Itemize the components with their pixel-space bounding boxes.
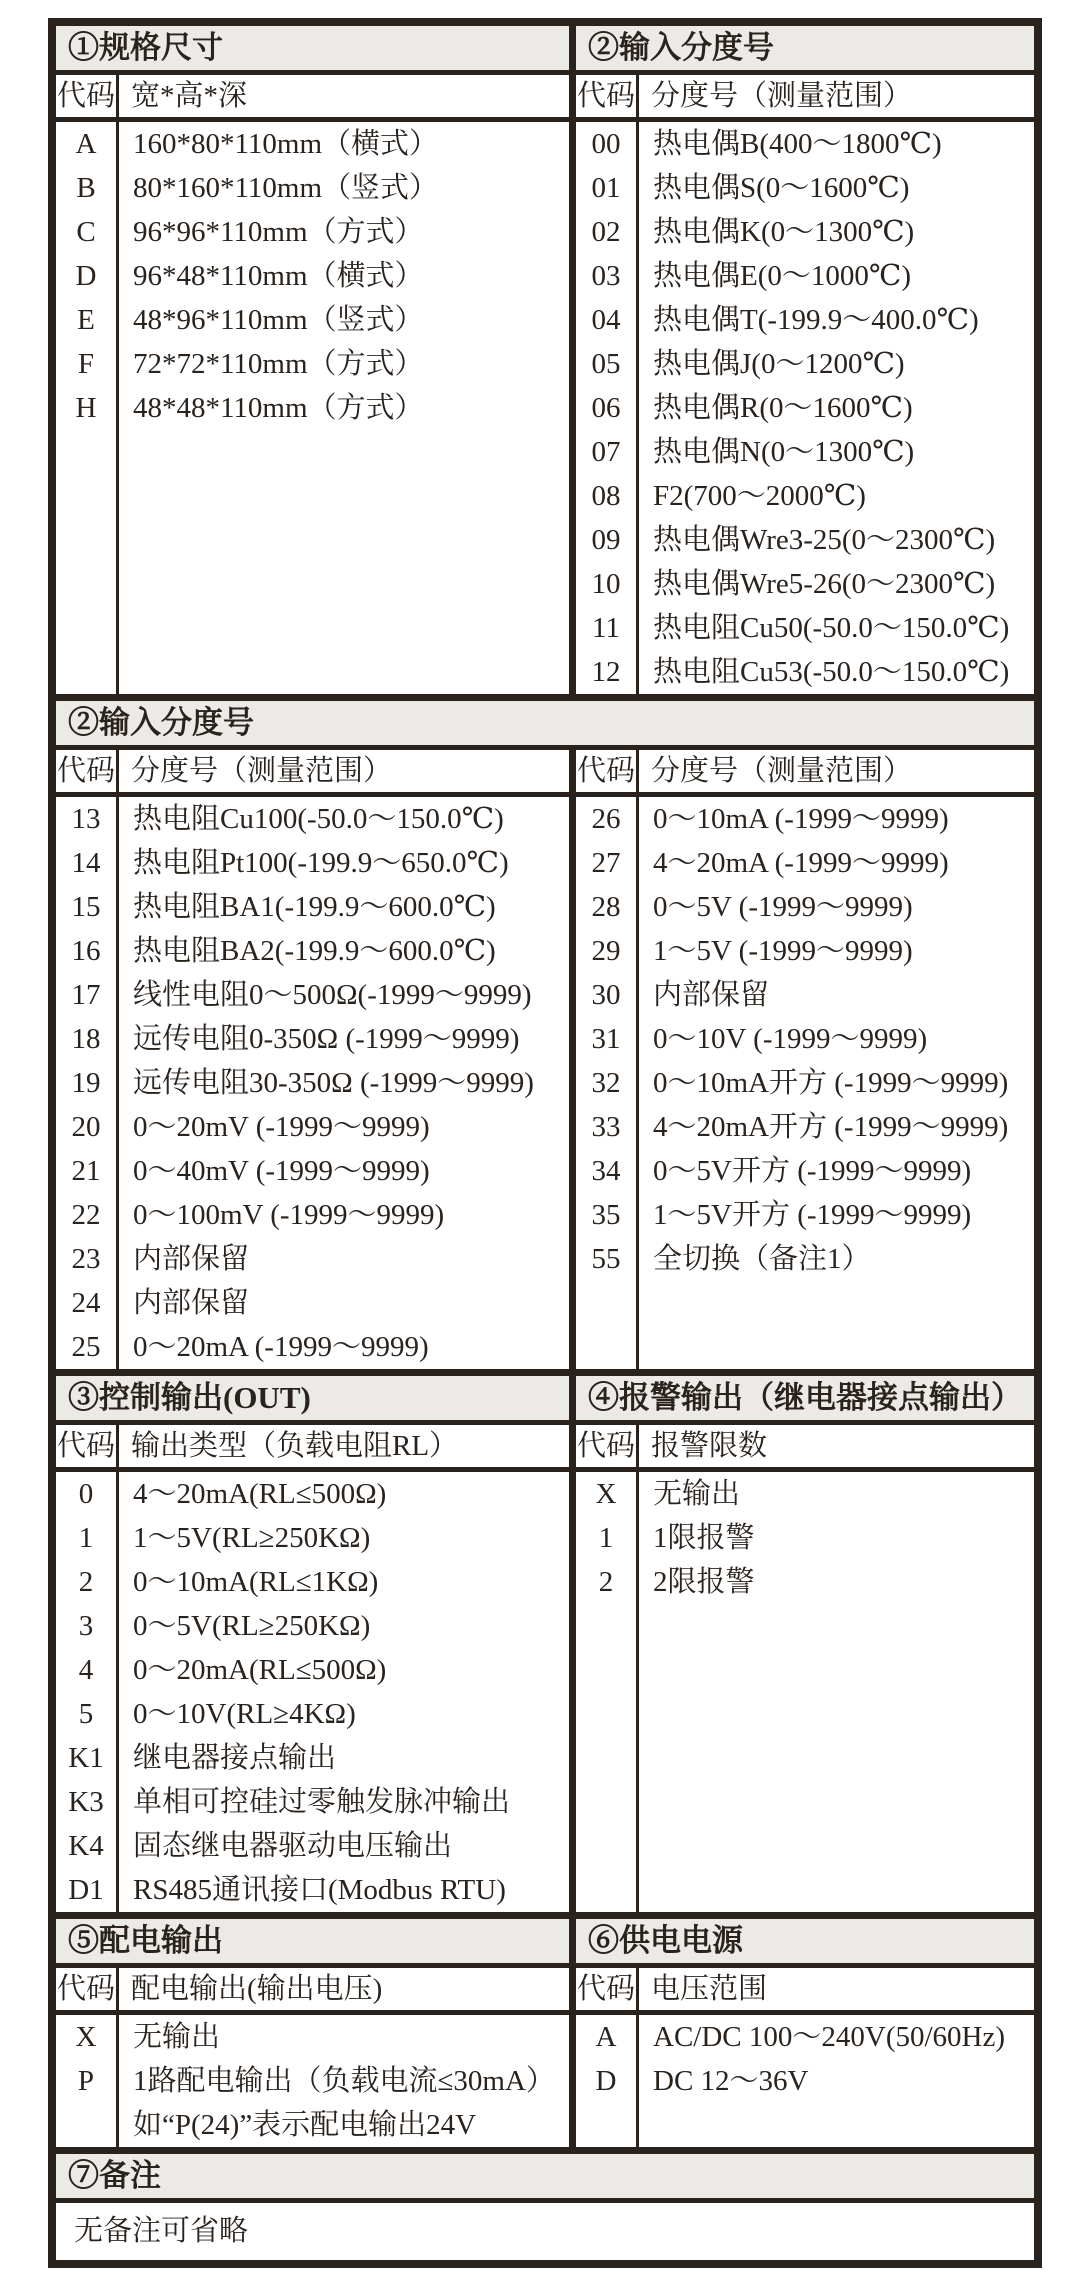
row-list-input-2-left: [56, 797, 569, 1369]
desc-cell: 远传电阻0-350Ω (-1999～9999): [133, 1023, 520, 1055]
table-row: [576, 2059, 1034, 2103]
desc-cell: 单相可控硅过零触发脉冲输出: [133, 1786, 511, 1818]
desc-column-header: 分度号（测量范围）: [651, 755, 913, 787]
table-row: [576, 2015, 1034, 2059]
code-cell: 06: [576, 386, 639, 430]
code-cell: 14: [56, 841, 119, 885]
code-cell: 03: [576, 254, 639, 298]
desc-cell: 热电偶R(0～1600℃): [653, 392, 913, 424]
code-cell: 27: [576, 841, 639, 885]
section-size: [56, 26, 569, 694]
desc-cell: 1路配电输出（负载电流≤30mA）: [133, 2065, 555, 2097]
remark-note: 无备注可省略: [74, 2215, 249, 2247]
table-row: [56, 929, 569, 973]
code-cell: 15: [56, 885, 119, 929]
table-row: [56, 1604, 569, 1648]
code-cell: 08: [576, 474, 639, 518]
desc-cell: 无输出: [133, 2021, 221, 2053]
desc-cell: 0～5V(RL≥250KΩ): [133, 1610, 371, 1642]
desc-cell: 0～10mA (-1999～9999): [653, 803, 949, 835]
table-row: [56, 1736, 569, 1780]
desc-cell: 4～20mA (-1999～9999): [653, 847, 949, 879]
desc-cell: 0～10V(RL≥4KΩ): [133, 1698, 356, 1730]
table-row: [56, 166, 569, 210]
desc-cell: 热电偶J(0～1200℃): [653, 348, 905, 380]
row-list-supply: [576, 2015, 1034, 2147]
table-row: [56, 386, 569, 430]
section-title-supply: ⑥供电电源: [576, 1919, 1034, 1968]
vertical-divider: [569, 1919, 576, 2147]
code-cell: D: [56, 254, 119, 298]
table-row: [56, 1692, 569, 1736]
code-cell: 34: [576, 1149, 639, 1193]
code-cell: X: [576, 1472, 639, 1516]
desc-cell: 0～5V (-1999～9999): [653, 891, 913, 923]
table-row: [576, 1237, 1034, 1281]
row-list-input-1: [576, 122, 1034, 694]
code-cell: 02: [576, 210, 639, 254]
code-cell: X: [56, 2015, 119, 2059]
table-row: [576, 1105, 1034, 1149]
desc-cell: 0～10mA(RL≤1KΩ): [133, 1566, 379, 1598]
desc-cell: 热电阻Cu100(-50.0～150.0℃): [133, 803, 504, 835]
code-cell: P: [56, 2059, 119, 2103]
section-input-1: [576, 26, 1034, 694]
table-row: [56, 2015, 569, 2059]
desc-cell: 热电阻BA2(-199.9～600.0℃): [133, 935, 496, 967]
filler-row: [576, 1604, 1034, 1912]
code-cell: 1: [576, 1516, 639, 1560]
column-header: [576, 750, 1034, 797]
code-cell: 19: [56, 1061, 119, 1105]
code-cell: 30: [576, 973, 639, 1017]
table-row: [576, 342, 1034, 386]
desc-cell: AC/DC 100～240V(50/60Hz): [653, 2021, 1006, 2053]
desc-column-header: 分度号（测量范围）: [651, 80, 913, 112]
desc-column-header: 分度号（测量范围）: [131, 755, 393, 787]
code-cell: A: [56, 122, 119, 166]
table-row: [56, 1281, 569, 1325]
table-row: [576, 254, 1034, 298]
code-cell: 0: [56, 1472, 119, 1516]
code-cell: D1: [56, 1868, 119, 1912]
desc-cell: 2限报警: [653, 1566, 755, 1598]
table-row: [56, 254, 569, 298]
desc-cell: 48*48*110mm（方式）: [133, 392, 424, 424]
desc-cell: 96*96*110mm（方式）: [133, 216, 424, 248]
table-row: [56, 1560, 569, 1604]
column-header: [56, 1425, 569, 1472]
table-row: [56, 2059, 569, 2103]
table-row: [576, 797, 1034, 841]
table-row: [576, 841, 1034, 885]
code-cell: 2: [576, 1560, 639, 1604]
horizontal-divider: [56, 1369, 1034, 1376]
desc-column-header: 输出类型（负载电阻RL）: [131, 1430, 459, 1462]
table-row: [56, 1061, 569, 1105]
code-cell: A: [576, 2015, 639, 2059]
table-row: [56, 1149, 569, 1193]
input-2-left: [56, 750, 569, 1369]
code-cell: 32: [576, 1061, 639, 1105]
desc-cell: 72*72*110mm（方式）: [133, 348, 424, 380]
code-cell: 13: [56, 797, 119, 841]
table-row: [56, 1516, 569, 1560]
desc-cell: 内部保留: [133, 1287, 250, 1319]
code-cell: D: [576, 2059, 639, 2103]
code-cell: 5: [56, 1692, 119, 1736]
column-header: [576, 1968, 1034, 2015]
section-title-alarm: ④报警输出（继电器接点输出）: [576, 1376, 1034, 1425]
desc-cell: 1～5V (-1999～9999): [653, 935, 913, 967]
table-row: [56, 841, 569, 885]
desc-cell: [119, 430, 569, 694]
code-cell: 01: [576, 166, 639, 210]
desc-cell: DC 12～36V: [653, 2065, 809, 2097]
table-row: [56, 1780, 569, 1824]
desc-cell: 热电偶K(0～1300℃): [653, 216, 915, 248]
desc-cell: 0～10V (-1999～9999): [653, 1023, 928, 1055]
column-header: [56, 1968, 569, 2015]
code-cell: 17: [56, 973, 119, 1017]
code-cell: 1: [56, 1516, 119, 1560]
desc-cell: 热电阻BA1(-199.9～600.0℃): [133, 891, 496, 923]
code-cell: C: [56, 210, 119, 254]
section-title-remark: ⑦备注: [56, 2154, 1034, 2203]
code-cell: [56, 2103, 119, 2147]
desc-cell: 内部保留: [653, 979, 770, 1011]
desc-cell: 全切换（备注1）: [653, 1243, 871, 1275]
desc-cell: 0～5V开方 (-1999～9999): [653, 1155, 972, 1187]
code-cell: 2: [56, 1560, 119, 1604]
input-2-right: [576, 750, 1034, 1369]
code-cell: 35: [576, 1193, 639, 1237]
section-title-input-1: ②输入分度号: [576, 26, 1034, 75]
vertical-divider: [569, 750, 576, 1369]
code-cell: 3: [56, 1604, 119, 1648]
code-cell: 29: [576, 929, 639, 973]
desc-cell: 热电偶B(400～1800℃): [653, 128, 942, 160]
code-cell: B: [56, 166, 119, 210]
table-row: [576, 973, 1034, 1017]
vertical-divider: [569, 1376, 576, 1912]
desc-cell: 1～5V开方 (-1999～9999): [653, 1199, 972, 1231]
horizontal-divider: [56, 1912, 1034, 1919]
table-row: [576, 166, 1034, 210]
desc-column-header: 宽*高*深: [131, 80, 248, 112]
desc-cell: F2(700～2000℃): [653, 480, 866, 512]
code-cell: 28: [576, 885, 639, 929]
input-2-columns: [56, 750, 1034, 1369]
code-cell: 21: [56, 1149, 119, 1193]
desc-cell: 热电偶Wre3-25(0～2300℃): [653, 524, 996, 556]
table-row: [56, 1325, 569, 1369]
table-row: [576, 1149, 1034, 1193]
code-cell: 55: [576, 1237, 639, 1281]
filler-row: [56, 430, 569, 694]
table-row: [576, 386, 1034, 430]
table-row: [576, 1017, 1034, 1061]
desc-cell: 如“P(24)”表示配电输出24V: [133, 2109, 477, 2141]
code-cell: 22: [56, 1193, 119, 1237]
code-cell: 33: [576, 1105, 639, 1149]
column-header: [576, 1425, 1034, 1472]
band-size-input: [56, 26, 1034, 694]
code-cell: [576, 1281, 639, 1369]
table-row: [56, 1237, 569, 1281]
code-cell: E: [56, 298, 119, 342]
desc-cell: 48*96*110mm（竖式）: [133, 304, 424, 336]
band-input-2: [56, 701, 1034, 1369]
table-row: [576, 1516, 1034, 1560]
column-header: [576, 75, 1034, 122]
code-cell: H: [56, 386, 119, 430]
code-column-header: 代码: [56, 750, 119, 792]
desc-cell: 远传电阻30-350Ω (-1999～9999): [133, 1067, 534, 1099]
desc-column-header: 配电输出(输出电压): [131, 1973, 383, 2005]
table-row: [56, 1193, 569, 1237]
code-cell: 11: [576, 606, 639, 650]
section-title-power-dist: ⑤配电输出: [56, 1919, 569, 1968]
table-row: [576, 1560, 1034, 1604]
table-row: [576, 1472, 1034, 1516]
code-column-header: 代码: [56, 1968, 119, 2010]
table-row: [56, 342, 569, 386]
table-row: [576, 298, 1034, 342]
desc-cell: [639, 1281, 1034, 1369]
row-list-control: [56, 1472, 569, 1912]
desc-cell: 0～10mA开方 (-1999～9999): [653, 1067, 1009, 1099]
section-power-dist: [56, 1919, 569, 2147]
column-header: [56, 750, 569, 797]
code-cell: K1: [56, 1736, 119, 1780]
desc-cell: 160*80*110mm（横式）: [133, 128, 439, 160]
band-control-alarm: [56, 1376, 1034, 1912]
section-alarm-output: [576, 1376, 1034, 1912]
code-cell: K4: [56, 1824, 119, 1868]
table-row: [576, 885, 1034, 929]
code-cell: 12: [576, 650, 639, 694]
desc-cell: 线性电阻0～500Ω(-1999～9999): [133, 979, 532, 1011]
row-list-alarm: [576, 1472, 1034, 1912]
desc-cell: 0～20mV (-1999～9999): [133, 1111, 430, 1143]
table-row: [576, 210, 1034, 254]
desc-cell: [639, 2103, 1034, 2147]
code-cell: 31: [576, 1017, 639, 1061]
table-row: [56, 885, 569, 929]
table-row: [56, 1105, 569, 1149]
code-column-header: 代码: [56, 75, 119, 117]
code-cell: 18: [56, 1017, 119, 1061]
table-row: [576, 562, 1034, 606]
code-column-header: 代码: [576, 1968, 639, 2010]
desc-cell: 内部保留: [133, 1243, 250, 1275]
table-row: [56, 1824, 569, 1868]
code-column-header: 代码: [576, 75, 639, 117]
filler-row: [576, 2103, 1034, 2147]
desc-cell: 4～20mA开方 (-1999～9999): [653, 1111, 1009, 1143]
desc-column-header: 报警限数: [651, 1430, 768, 1462]
table-row: [576, 650, 1034, 694]
desc-cell: 继电器接点输出: [133, 1742, 337, 1774]
desc-cell: RS485通讯接口(Modbus RTU): [133, 1874, 506, 1906]
desc-cell: 1限报警: [653, 1522, 755, 1554]
code-cell: 16: [56, 929, 119, 973]
code-cell: 07: [576, 430, 639, 474]
code-cell: 23: [56, 1237, 119, 1281]
filler-row: [576, 1281, 1034, 1369]
desc-cell: 0～20mA(RL≤500Ω): [133, 1654, 387, 1686]
table-row: [56, 2103, 569, 2147]
column-header: [56, 75, 569, 122]
code-cell: 09: [576, 518, 639, 562]
table-row: [576, 1193, 1034, 1237]
table-row: [56, 1017, 569, 1061]
row-list-size: [56, 122, 569, 694]
desc-cell: 96*48*110mm（横式）: [133, 260, 424, 292]
code-cell: 20: [56, 1105, 119, 1149]
section-title-input-2: ②输入分度号: [56, 701, 1034, 750]
band-powerdist-supply: [56, 1919, 1034, 2147]
desc-cell: 热电阻Pt100(-199.9～650.0℃): [133, 847, 509, 879]
row-list-input-2-right: [576, 797, 1034, 1369]
desc-column-header: 电压范围: [651, 1973, 768, 2005]
code-cell: 04: [576, 298, 639, 342]
code-cell: 00: [576, 122, 639, 166]
table-row: [576, 929, 1034, 973]
table-row: [56, 298, 569, 342]
code-column-header: 代码: [576, 1425, 639, 1467]
desc-cell: 80*160*110mm（竖式）: [133, 172, 439, 204]
table-row: [56, 1868, 569, 1912]
table-row: [576, 474, 1034, 518]
code-cell: 4: [56, 1648, 119, 1692]
table-row: [56, 1472, 569, 1516]
code-cell: [576, 2103, 639, 2147]
desc-cell: 4～20mA(RL≤500Ω): [133, 1478, 387, 1510]
desc-cell: 热电阻Cu53(-50.0～150.0℃): [653, 656, 1010, 688]
desc-cell: 热电偶T(-199.9～400.0℃): [653, 304, 979, 336]
table-row: [576, 430, 1034, 474]
code-cell: [576, 1604, 639, 1912]
code-cell: 10: [576, 562, 639, 606]
horizontal-divider: [56, 2147, 1034, 2154]
table-row: [576, 122, 1034, 166]
code-cell: 26: [576, 797, 639, 841]
table-frame: [48, 18, 1042, 2268]
table-row: [56, 1648, 569, 1692]
table-row: [576, 1061, 1034, 1105]
desc-cell: 0～100mV (-1999～9999): [133, 1199, 445, 1231]
horizontal-divider: [56, 694, 1034, 701]
desc-cell: 固态继电器驱动电压输出: [133, 1830, 453, 1862]
table-row: [56, 973, 569, 1017]
code-cell: 24: [56, 1281, 119, 1325]
desc-cell: 无输出: [653, 1478, 741, 1510]
table-row: [56, 122, 569, 166]
row-list-power-dist: [56, 2015, 569, 2147]
desc-cell: 热电偶Wre5-26(0～2300℃): [653, 568, 996, 600]
code-cell: K3: [56, 1780, 119, 1824]
vertical-divider: [569, 26, 576, 694]
section-control-output: [56, 1376, 569, 1912]
desc-cell: [639, 1604, 1034, 1912]
desc-cell: 0～20mA (-1999～9999): [133, 1331, 429, 1363]
table-row: [56, 210, 569, 254]
desc-cell: 0～40mV (-1999～9999): [133, 1155, 430, 1187]
section-title-size: ①规格尺寸: [56, 26, 569, 75]
code-cell: [56, 430, 119, 694]
band-remark: [56, 2154, 1034, 2260]
desc-cell: 1～5V(RL≥250KΩ): [133, 1522, 371, 1554]
section-title-control: ③控制输出(OUT): [56, 1376, 569, 1425]
desc-cell: 热电偶S(0～1600℃): [653, 172, 910, 204]
code-column-header: 代码: [576, 750, 639, 792]
desc-cell: 热电阻Cu50(-50.0～150.0℃): [653, 612, 1010, 644]
table-row: [56, 797, 569, 841]
table-row: [576, 606, 1034, 650]
desc-cell: 热电偶N(0～1300℃): [653, 436, 915, 468]
code-cell: 25: [56, 1325, 119, 1369]
section-supply: [576, 1919, 1034, 2147]
code-cell: F: [56, 342, 119, 386]
desc-cell: 热电偶E(0～1000℃): [653, 260, 911, 292]
code-cell: 05: [576, 342, 639, 386]
table-row: [576, 518, 1034, 562]
code-column-header: 代码: [56, 1425, 119, 1467]
